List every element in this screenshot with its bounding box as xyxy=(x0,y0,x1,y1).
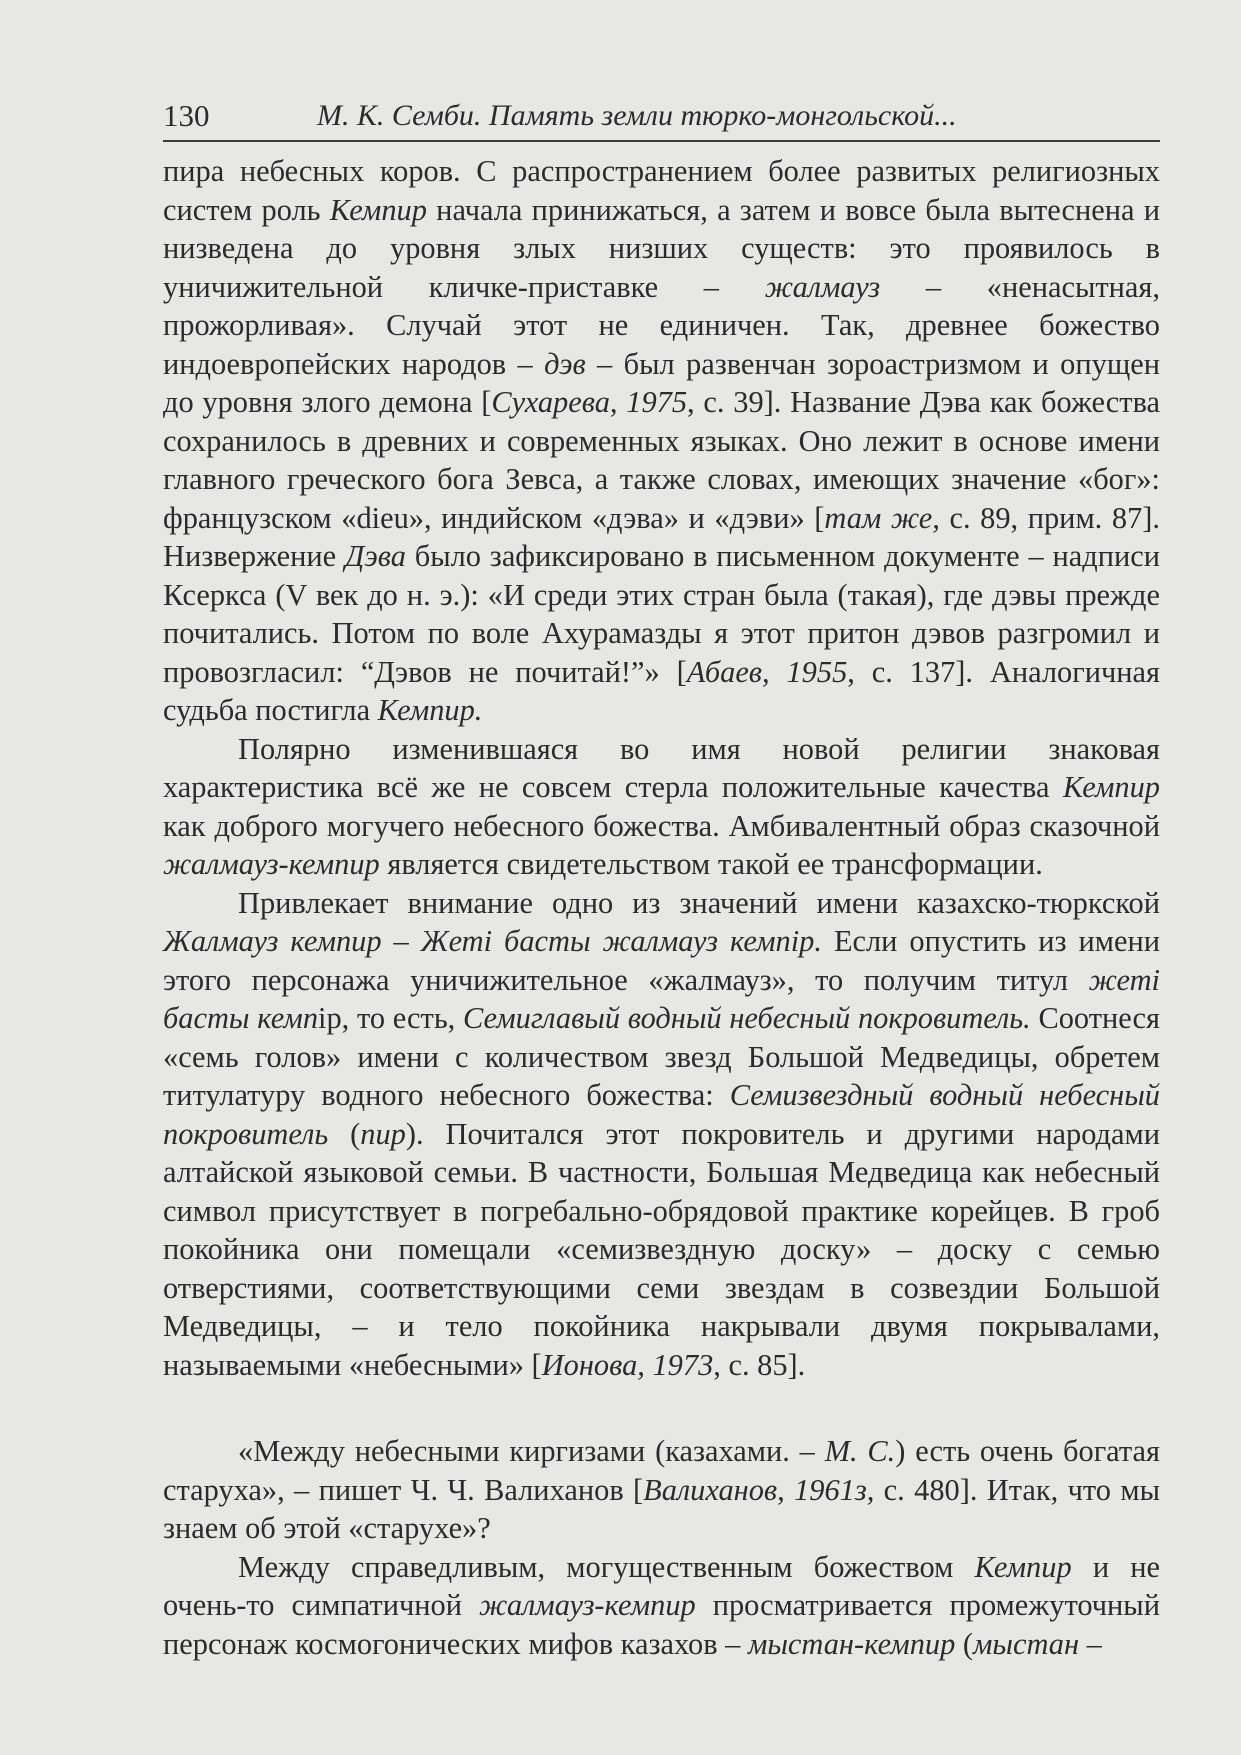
text-run: просматривается промежуточный персонаж космогонических мифов казахов – xyxy=(163,1588,1160,1661)
citation-author: Ионова, 1973 xyxy=(541,1347,714,1382)
body-text xyxy=(163,152,1160,1663)
text-run: начала принижаться, а затем и вовсе была вытеснена и низведена до уровня злых низших существ: это проявилось в уничижительной кличке-приставке – xyxy=(163,192,1160,304)
text-run: было зафиксировано в письменном документе – надписи Ксеркса (V век до н. э.): «И среди этих стран была (такая), где дэвы прежде почитались. Потом по воле Ахурамазды я этот притон дэвов разгромил и провозгласил: “Дэвов не почитай!”» [ xyxy=(163,539,1160,689)
italic-term: Жалмауз кемпир – Жеті басты жалмауз кемпір. xyxy=(163,924,822,958)
paragraph-4 xyxy=(163,1432,1160,1548)
citation-author: Абаев, 1955 xyxy=(686,654,848,689)
page-number: 130 xyxy=(163,98,210,133)
text-run: ). Почитался этот покровитель и другими народами алтайской языковой семьи. В частности, Большая Медведица как небесный символ присутствует в погребально-обрядовой практике корейцев. В гроб покойника они помещали «семизвездную доску» – доску с семью отверстиями, соответствующими семи звездам в созвездии Большой Медведицы, – и тело покойника накрывали двумя покрывалами, называемыми «небесными» [ xyxy=(163,1116,1160,1382)
italic-term: жалмауз-кемпир xyxy=(163,847,380,881)
text-run: – был развенчан зороастризмом и опущен до уровня злого демона [ xyxy=(163,346,1160,419)
text-run: является свидетельством такой ее трансформации. xyxy=(379,847,1043,881)
italic-term: мыстан-кемпир xyxy=(747,1626,956,1661)
paragraph-3 xyxy=(163,884,1160,1385)
citation-author: Сухарева, 1975 xyxy=(491,385,688,419)
text-run: – «ненасытная, прожорливая». Случай этот не единичен. Так, древнее божество индоевропейских народов – xyxy=(163,269,1161,381)
text-run: ( xyxy=(328,1116,361,1151)
text-run: Соотнеся «семь голов» имени с количеством звезд Большой Медведицы, обретем титулатуру водного небесного божества: xyxy=(163,1001,1160,1112)
citation-ibid: там же, xyxy=(824,500,940,535)
text-run: с. 89, прим. 87]. Низвержение xyxy=(163,500,1160,573)
italic-term: Кемпир xyxy=(974,1549,1072,1584)
text-run: как доброго могучего небесного божества. Амбивалентный образ сказочной xyxy=(163,808,1160,843)
paragraph-1 xyxy=(163,152,1160,730)
text-run: Между справедливым, могущественным божеством xyxy=(238,1549,975,1584)
italic-term: мыстан – xyxy=(973,1626,1102,1661)
text-run: ( xyxy=(955,1626,974,1661)
text-run: и не очень-то симпатичной xyxy=(163,1549,1161,1622)
page-header xyxy=(163,96,1160,142)
italic-term: Дэва xyxy=(345,539,406,573)
text-run: Если опустить из имени этого персонажа уничижительное «жалмауз», то получим титул xyxy=(163,924,1160,997)
italic-term: Кемпир xyxy=(329,192,427,227)
paragraph-5 xyxy=(163,1548,1160,1664)
italic-term: Семизвездный водный небесный покровитель xyxy=(163,1078,1161,1151)
italic-term: пир xyxy=(360,1116,406,1151)
paragraph-2 xyxy=(163,730,1160,884)
text-run: Привлекает внимание одно из значений имени казахско-тюркской xyxy=(238,885,1160,920)
italic-term: жалмауз xyxy=(764,269,881,304)
text-run: , с. 39]. Название Дэва как божества сохранилось в древних и современных языках. Оно лежит в основе имени главного греческого бога Зевса, а также словах, имеющих значение «бог»: французском «dieu», индийском «дэва» и «дэви» [ xyxy=(163,385,1161,535)
text-run: , с. 137]. Аналогичная судьба постигла xyxy=(163,654,1160,727)
italic-term: Кемпир. xyxy=(377,693,483,727)
text-run: Полярно изменившаяся во имя новой религии знаковая характеристика всё же не совсем стерла положительные качества xyxy=(163,731,1160,804)
text-run: ) есть очень богатая старуха», – пишет Ч. Ч. Валиханов [ xyxy=(163,1434,1160,1507)
text-run: пира небесных коров. С распространением более развитых религиозных систем роль xyxy=(163,154,1160,227)
running-title: М. К. Семби. Память земли тюрко-монгольской... xyxy=(317,99,957,132)
text-run: «Между небесными киргизами (казахами. – xyxy=(238,1434,825,1468)
italic-term: жалмауз-кемпир xyxy=(478,1588,696,1622)
text-run: , с. 85]. xyxy=(713,1347,806,1382)
italic-term: дэв xyxy=(544,346,586,381)
italic-term: жеті басты кемп xyxy=(163,962,1160,1035)
text-run: ір, то есть, xyxy=(318,1001,464,1035)
text-run: с. 480]. Итак, что мы знаем об этой «старухе»? xyxy=(163,1472,1160,1545)
citation-author: Валиханов, 1961з, xyxy=(643,1472,875,1507)
italic-term: Семиглавый водный небесный покровитель. xyxy=(463,1001,1031,1035)
italic-term: Кемпир xyxy=(1062,770,1160,804)
italic-term: М. С. xyxy=(824,1434,896,1468)
